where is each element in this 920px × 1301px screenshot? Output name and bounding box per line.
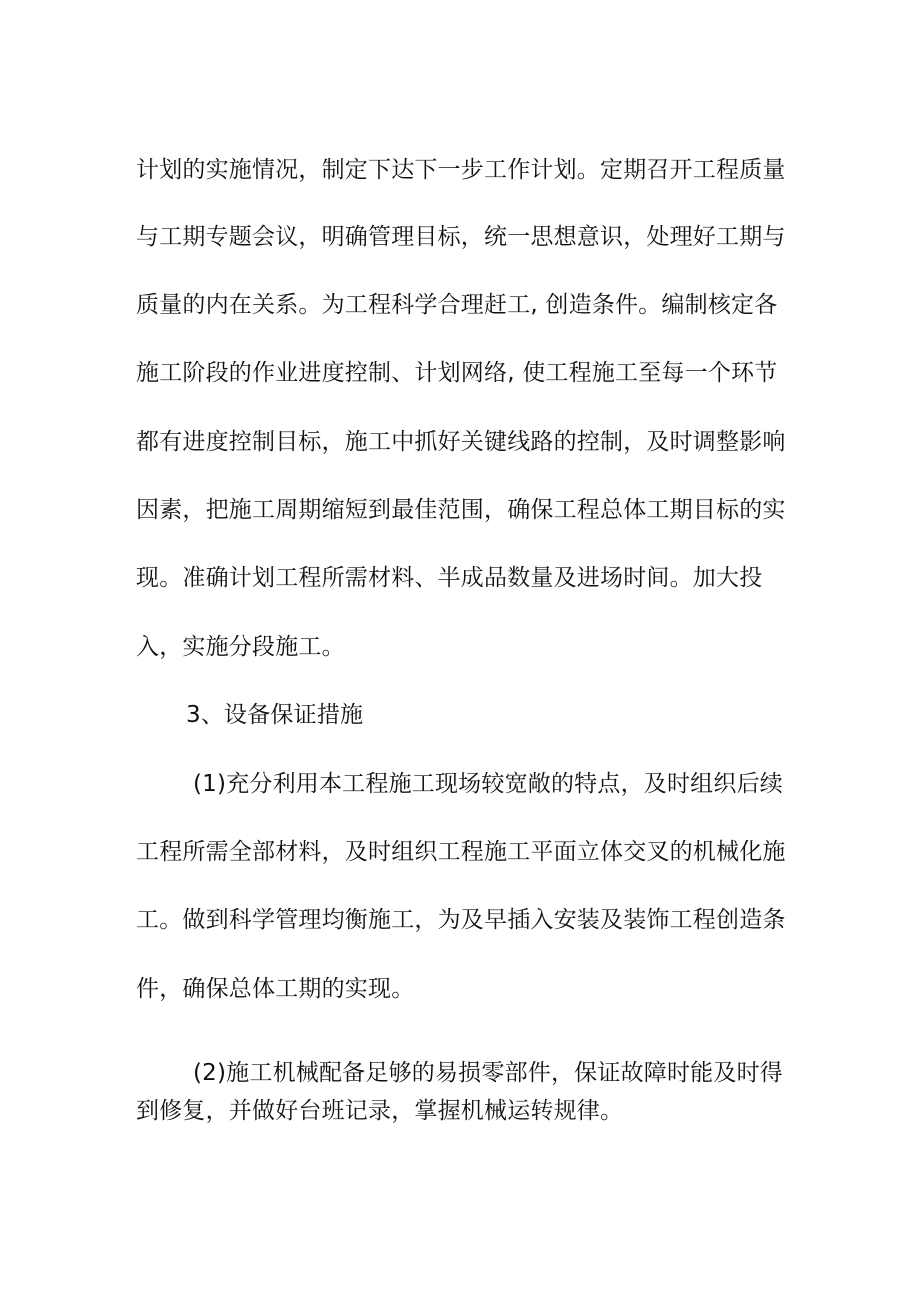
paragraph-line: 都有进度控制目标，施工中抓好关键线路的控制，及时调整影响 <box>136 429 786 455</box>
section-heading: 3、设备保证措施 <box>186 702 364 728</box>
paragraph-line: 入，实施分段施工。 <box>136 634 345 660</box>
paragraph-line: 质量的内在关系。为工程科学合理赶工, 创造条件。编制核定各 <box>136 292 778 318</box>
item-2-line: 到修复，并做好台班记录，掌握机械运转规律。 <box>136 1098 624 1124</box>
paragraph-line: 施工阶段的作业进度控制、计划网络, 使工程施工至每一个环节 <box>136 360 778 386</box>
paragraph-line: 现。准确计划工程所需材料、半成品数量及进场时间。加大投 <box>136 565 763 591</box>
paragraph-line: 与工期专题会议，明确管理目标，统一思想意识，处理好工期与 <box>136 224 786 250</box>
item-1-line: 工程所需全部材料，及时组织工程施工平面立体交叉的机械化施 <box>136 839 786 865</box>
item-2-line: (2)施工机械配备足够的易损零部件，保证故障时能及时得 <box>193 1060 783 1086</box>
item-1-line: 工。做到科学管理均衡施工，为及早插入安装及装饰工程创造条 <box>136 907 786 933</box>
item-1-line: 件，确保总体工期的实现。 <box>136 976 415 1002</box>
paragraph-line: 计划的实施情况，制定下达下一步工作计划。定期召开工程质量 <box>136 157 786 183</box>
paragraph-line: 因素，把施工周期缩短到最佳范围，确保工程总体工期目标的实 <box>136 497 786 523</box>
item-1-line: (1)充分利用本工程施工现场较宽敞的特点，及时组织后续 <box>193 771 783 797</box>
